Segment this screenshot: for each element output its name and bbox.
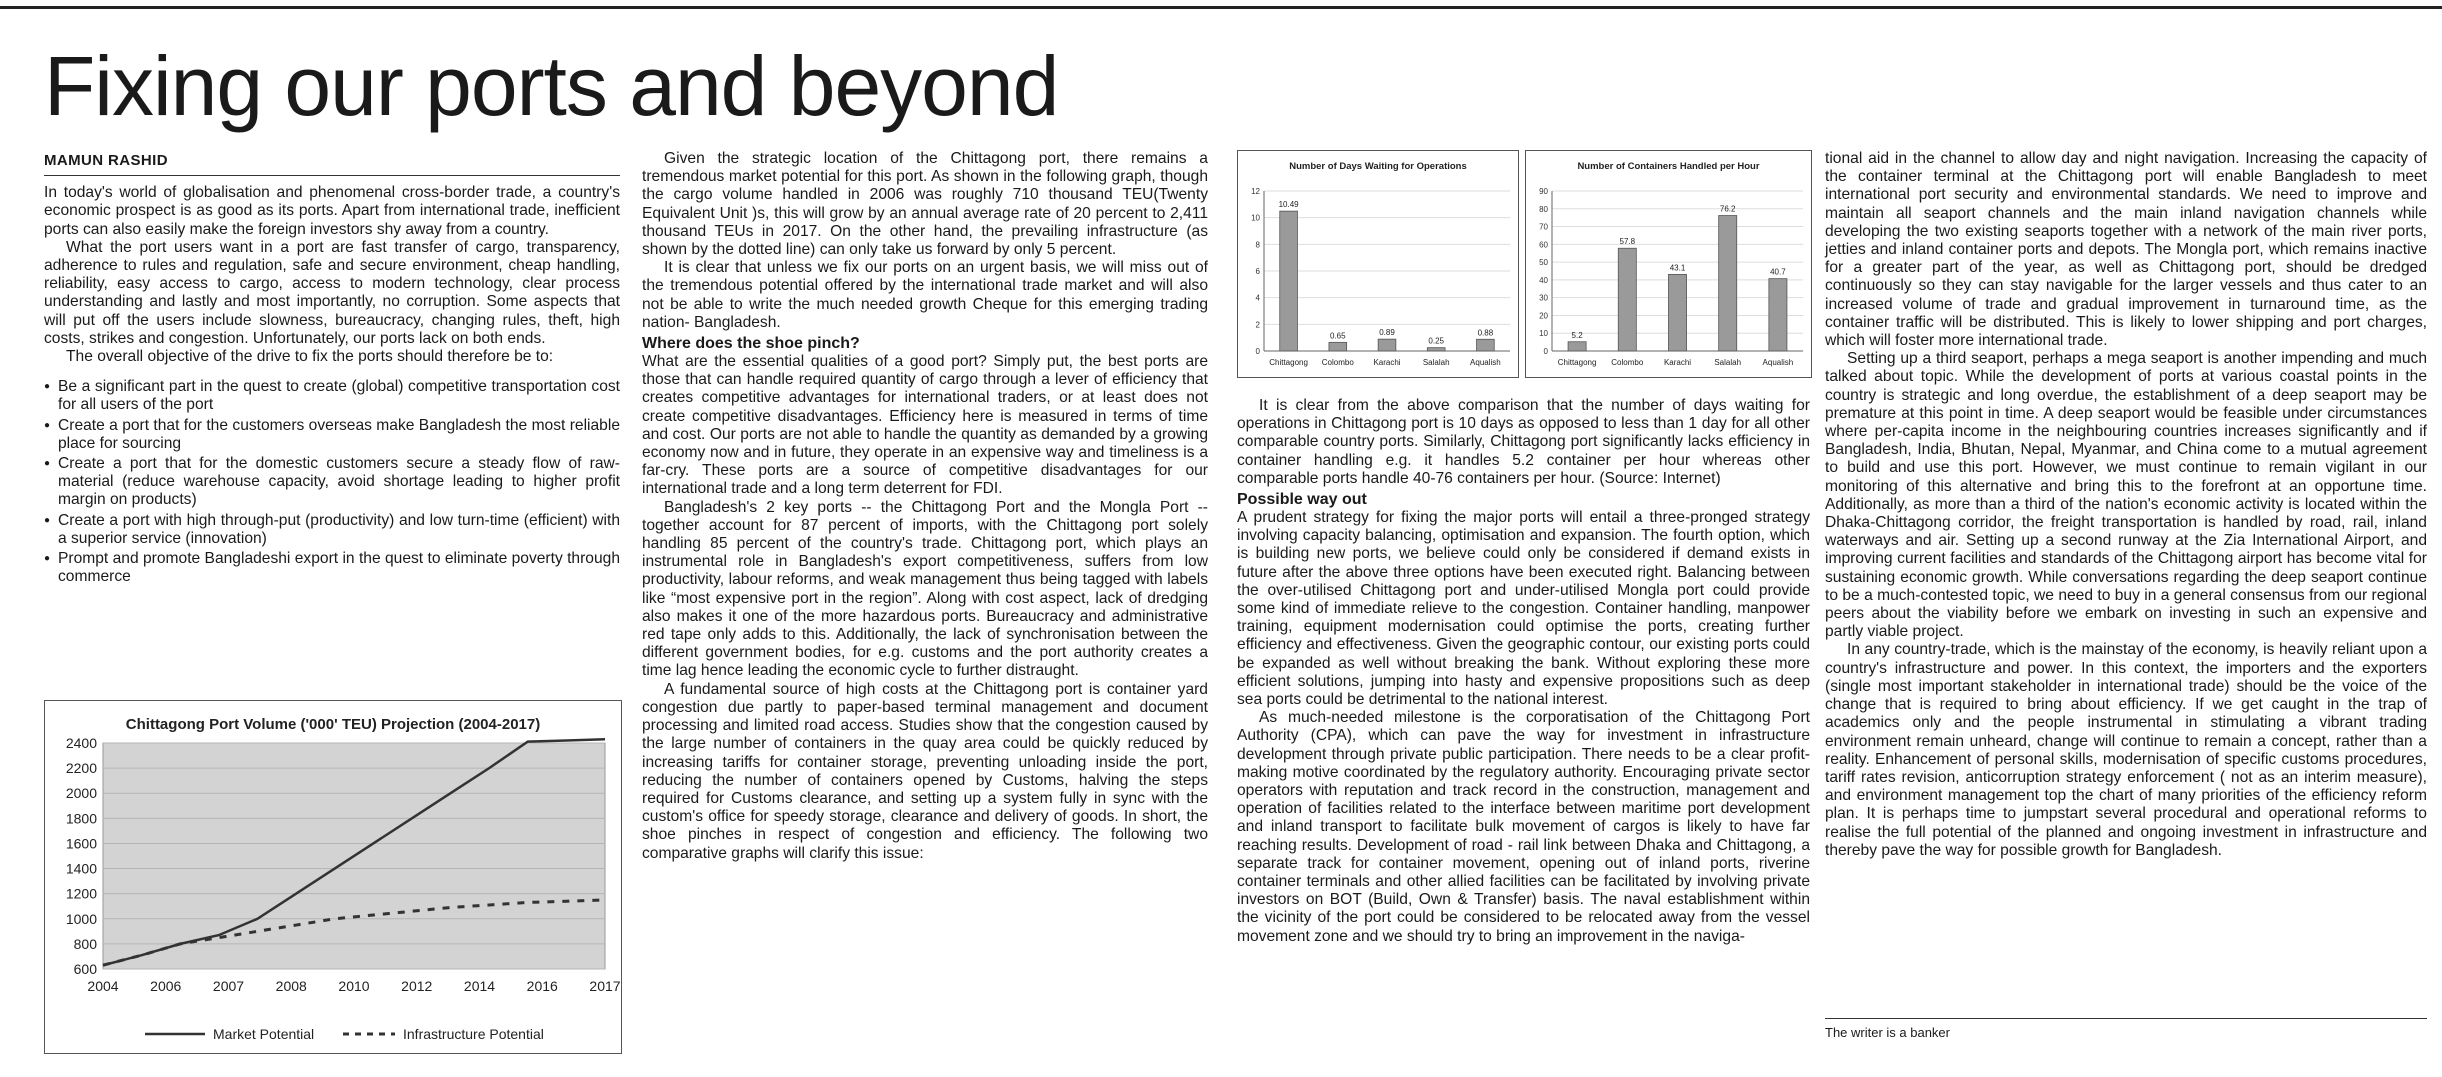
writer-note: The writer is a banker (1825, 1018, 2427, 1040)
data-label: 0.88 (1477, 328, 1494, 338)
y-tick-label: 20 (1539, 311, 1548, 321)
paragraph: In any country-trade, which is the mainstay of the economy, is heavily reliant upon a country's infrastructure and power. In this context, the importers and the exporters (single most important stakeholder in international trade) should be the voice of the change that is required to bring about efficiency. If we get caught in the trap of academics only and the people instrumental in stimulating a vibrant trading environment remain unheard, change will continue to remain a concept, rather than a reality. Enhancement of personal skills, modernisation of specific customs procedures, tariff rates revision, anticorruption strategy enforcement ( not as an interim measure), and environment management top the chart of many priorities of the efficiency reform plan. It is perhaps time to jumpstart several procedural and operational reforms to realise the full potential of the planned and ongoing investment in infrastructure and thereby pave the way for possible growth for Bangladesh. (1825, 641, 2427, 859)
list-item: ● Prompt and promote Bangladeshi export in the quest to eliminate poverty through commerce (44, 550, 620, 586)
x-tick-label: 2006 (150, 978, 182, 994)
y-tick-label: 0 (1255, 347, 1260, 356)
legend-label: Infrastructure Potential (403, 1026, 544, 1042)
bar (1668, 274, 1686, 351)
y-tick-label: 6 (1255, 267, 1260, 276)
byline: MAMUN RASHID (44, 152, 620, 176)
y-tick-label: 70 (1539, 222, 1548, 232)
chart-title: Number of Days Waiting for Operations (1289, 161, 1467, 172)
x-tick-label: Aqualish (1762, 358, 1794, 367)
paragraph: tional aid in the channel to allow day and night navigation. Increasing the capacity of the container terminal at the Chittagong port will enable Bangladesh to meet international port security and environmental standards. We need to improve and maintain all seaport channels and the main inland navigation channels while developing the two existing seaports together with a network of the main river ports, jetties and inland container ports and depots. The Mongla port, which remains inactive for a greater part of the year, as well as Chittagong port, should be dredged continuously so they can stay navigable for the larger vessels and thus cater to an increased volume of trade and gradual improvement in turnaround time, as the container traffic will be distributed. This is likely to lower shipping and port charges, which will foster more international trade. (1825, 150, 2427, 350)
x-tick-label: 2016 (526, 978, 558, 994)
x-tick-label: 2007 (212, 978, 245, 994)
paragraph: Bangladesh's 2 key ports -- the Chittagong Port and the Mongla Port -- together account for 87 percent of imports, with the Chittagong port solely handling 85 percent of the country's trade. Chittagong port, which plays an instrumental role in Bangladesh's export competitiveness, suffers from low productivity, labour reforms, and weak management thus being tagged with labels like “most expensive port in the region”. Along with cost aspect, lack of dredging also makes it one of the more hazardous ports. Bureaucracy and administrative red tape only adds to this. Additionally, the lack of synchronisation between the different government bodies, for e.g. customs and the port authority creates a time lag hence leading the economic cycle to further distraught. (642, 498, 1208, 680)
y-tick-label: 800 (73, 935, 97, 952)
y-tick-label: 1400 (65, 860, 97, 877)
column-1 (44, 152, 620, 588)
x-tick-label: Salalah (1422, 358, 1450, 367)
y-tick-label: 8 (1255, 240, 1260, 250)
x-tick-label: Karachi (1373, 358, 1401, 367)
y-tick-label: 30 (1539, 293, 1548, 303)
subheading: Where does the shoe pinch? (642, 335, 860, 353)
paragraph: Setting up a third seaport, perhaps a mega seaport is another impending and much talked about topic. While the development of ports at various coastal points in the country is strategic and long overdue, the establishment of a deep seaport may be premature at this point in time. A deep seaport would be feasible under circumstances where per-capita income in the neighbouring countries increases significantly and if Bangladesh, India, Bhutan, Nepal, Myanmar, and China come to a mutual agreement to build and use this port. However, we must continue to remain vigilant in our monitoring of this alternative and bring this to the forefront at an opportune time. Additionally, as more than a third of the nation's economic activity is located within the Dhaka-Chittagong corridor, the freight transportation is handled by road, rail, inland waterways and air. Setting up a second runway at the Zia International Airport, and improving current facilities and standards of the Chittagong airport has become vital for sustaining economic growth. While conversations regarding the deep seaport continue to be a much-contested topic, we need to buy in a general consensus from our regional peers about the viability before we embark on investing in such an expensive and partly viable project. (1825, 350, 2427, 641)
y-tick-label: 600 (73, 961, 97, 977)
column-2 (642, 150, 1208, 863)
y-tick-label: 80 (1539, 204, 1548, 214)
y-tick-label: 1800 (65, 810, 97, 827)
x-tick-label: 2004 (87, 978, 119, 994)
data-label: 0.65 (1330, 331, 1346, 341)
waiting-days-chart (1237, 150, 1519, 378)
y-tick-label: 2200 (65, 760, 97, 777)
data-label: 0.25 (1428, 336, 1444, 346)
y-tick-label: 60 (1539, 240, 1548, 250)
bar (1329, 342, 1347, 351)
legend-label: Market Potential (213, 1026, 315, 1042)
bar (1280, 211, 1298, 351)
paragraph: It is clear that unless we fix our ports on an urgent basis, we will miss out of the tremendous potential offered by the international trade market and will also not be able to write the much needed growth Cheque for this emerging trading nation- Bangladesh. (642, 259, 1208, 331)
bar (1618, 248, 1636, 351)
chart-title: Chittagong Port Volume ('000' TEU) Projection (2004-2017) (125, 716, 541, 733)
subheading: Possible way out (1237, 491, 1367, 509)
line-chart-svg (45, 701, 621, 1053)
y-tick-label: 10 (1539, 329, 1548, 339)
bar (1719, 216, 1737, 351)
paragraph: As much-needed milestone is the corporatisation of the Chittagong Port Authority (CPA), which can pave the way for investment in infrastructure development through private public participation. There needs to be a clear profit-making motive coordinated by the regulatory authority. Encouraging private sector operators with reputation and track record in the construction, management and operation of facilities related to the interface between maritime port development and inland transport to facilitate bulk movement of cargos is likely to have far reaching results. Development of road - rail link between Dhaka and Chittagong, a separate track for container movement, opening out of inland ports, riverine container terminals and other allied facilities can be facilitated by involving private investors on BOT (Build, Own & Transfer) basis. The naval establishment within the vicinity of the port could be considered to be relocated away from the vessel movement zone and we should try to bring an improvement in the naviga- (1237, 709, 1810, 945)
column-3 (1237, 397, 1810, 946)
objectives-list (44, 378, 620, 586)
data-label: 10.49 (1278, 200, 1299, 210)
y-tick-label: 1000 (65, 910, 97, 927)
bar (1427, 348, 1445, 351)
list-item: ● Create a port with high through-put (productivity) and low turn-time (efficient) with a superior service (innovation) (44, 512, 620, 548)
x-tick-label: Colombo (1611, 358, 1644, 367)
paragraph: What the port users want in a port are fast transfer of cargo, transparency, adherence to rules and regulation, safe and secure environment, cheap handling, reliability, easy access to cargo, access to modern technology, clear process understanding and lastly and most importantly, no corruption. Some aspects that will put off the users include slowness, bureaucracy, changing rules, theft, high costs, strikes and congestion. Unfortunately, our ports lack on both ends. (44, 238, 620, 347)
bar-chart-svg (1526, 151, 1811, 377)
y-tick-label: 12 (1251, 187, 1260, 196)
y-tick-label: 1600 (65, 835, 97, 852)
y-tick-label: 2 (1255, 320, 1260, 330)
paragraph: In today's world of globalisation and phenomenal cross-border trade, a country's economic prospect is as good as its ports. Apart from international trade, inefficient ports can also easily make the foreign investors shy away from a country. (44, 184, 620, 238)
x-tick-label: Chittagong (1557, 358, 1597, 367)
y-tick-label: 50 (1539, 258, 1548, 268)
bar (1378, 339, 1396, 351)
paragraph: A fundamental source of high costs at the Chittagong port is container yard congestion due partly to paper-based terminal management and document processing and limited road access. Studies show that the congestion caused by the large number of containers in the quay area could be quickly reduced by increasing tariffs for container storage, preventing unloading inside the port, reducing the number of containers opened by Customs, halving the steps required for Customs clearance, and setting up a system fully in sync with the custom's office for speedy storage, clearance and delivery of goods. In short, the shoe pinches in respect of congestion and efficiency. The following two comparative graphs will clarify this issue: (642, 680, 1208, 862)
list-item: ● Create a port that for the customers overseas make Bangladesh the most reliable place for sourcing (44, 417, 620, 453)
x-tick-label: Salalah (1714, 358, 1742, 367)
paragraph: The overall objective of the drive to fix the ports should therefore be to: (66, 348, 554, 366)
paragraph: A prudent strategy for fixing the major ports will entail a three-pronged strategy involving capacity balancing, optimisation and expansion. The fourth option, which is building new ports, we believe could only be considered if demand exists in future after the above three options have been executed right. Balancing between the over-utilised Chittagong port and under-utilised Mongla port could provide some kind of immediate relieve to the congestion. Container handling, manpower training, equipment modernisation could optimise the ports, creating further efficiency and effectiveness. Given the geographic contour, our existing ports could be expanded as well without breaking the bank. Without exploring these more efficient solutions, jumping into hasty and expensive propositions such as deep sea ports could be detrimental to the national interest. (1237, 509, 1810, 709)
bar (1769, 279, 1787, 351)
data-label: 43.1 (1669, 263, 1686, 273)
y-tick-label: 4 (1255, 293, 1260, 303)
y-tick-label: 2400 (65, 735, 97, 751)
volume-projection-chart (44, 700, 622, 1054)
top-rule (0, 6, 2442, 9)
y-tick-label: 90 (1539, 187, 1548, 196)
x-tick-label: 2017 (589, 978, 621, 994)
bar (1477, 339, 1495, 351)
data-label: 57.8 (1619, 237, 1636, 247)
x-tick-label: Karachi (1663, 358, 1692, 367)
y-tick-label: 40 (1539, 275, 1548, 285)
list-item: ● Be a significant part in the quest to create (global) competitive transportation cost for all users of the port (44, 378, 620, 414)
x-tick-label: 2014 (463, 978, 496, 994)
x-tick-label: 2008 (275, 978, 307, 994)
x-tick-label: Aqualish (1470, 358, 1501, 367)
x-tick-label: Chittagong (1269, 358, 1308, 367)
y-tick-label: 10 (1251, 213, 1260, 223)
containers-per-hour-chart (1525, 150, 1812, 378)
column-4 (1825, 150, 2427, 860)
article-title: Fixing our ports and beyond (44, 39, 1059, 133)
data-label: 0.89 (1379, 328, 1395, 338)
chart-title: Number of Containers Handled per Hour (1577, 161, 1760, 172)
x-tick-label: 2010 (338, 978, 370, 994)
y-tick-label: 2000 (65, 785, 97, 802)
bar (1568, 342, 1586, 351)
data-label: 76.2 (1719, 204, 1736, 214)
x-tick-label: 2012 (401, 978, 433, 994)
paragraph: It is clear from the above comparison that the number of days waiting for operations in Chittagong port is 10 days as opposed to less than 1 day for all other comparable country ports. Similarly, Chittagong port significantly lacks efficiency in container handling e.g. it handles 5.2 container per hour whereas other comparable ports handle 40-76 containers per hour. (Source: Internet) (1237, 397, 1810, 487)
paragraph: What are the essential qualities of a good port? Simply put, the best ports are those that can handle required quantity of cargo through a lever of efficiency that creates competitive advantages for international traders, or at least does not create competitive disadvantages. Efficiency here is measured in terms of time and cost. Our ports are not able to handle the quantity as demanded by a growing economy now and in future, they operate in an expensive way and timeliness is a far-cry. These ports are a source of competitive disadvantages for our international trade and a long term deterrent for FDI. (642, 353, 1208, 498)
y-tick-label: 1200 (65, 885, 97, 902)
list-item: ● Create a port that for the domestic customers secure a steady flow of raw-material (reduce warehouse capacity, avoid shortage leading to higher profit margin on products) (44, 455, 620, 510)
data-label: 5.2 (1571, 330, 1583, 340)
paragraph: Given the strategic location of the Chittagong port, there remains a tremendous market potential for this port. As shown in the following graph, though the cargo volume handled in 2006 was roughly 710 thousand TEU(Twenty Equivalent Unit )s, this will grow by an annual average rate of 20 percent to 2,411 thousand TEUs in 2017. On the other hand, the prevailing infrastructure (as shown by the dotted line) can only take us forward by only 5 percent. (642, 150, 1208, 259)
x-tick-label: Colombo (1321, 358, 1354, 367)
data-label: 40.7 (1770, 267, 1786, 277)
bar-chart-svg (1238, 151, 1518, 377)
y-tick-label: 0 (1543, 347, 1548, 356)
